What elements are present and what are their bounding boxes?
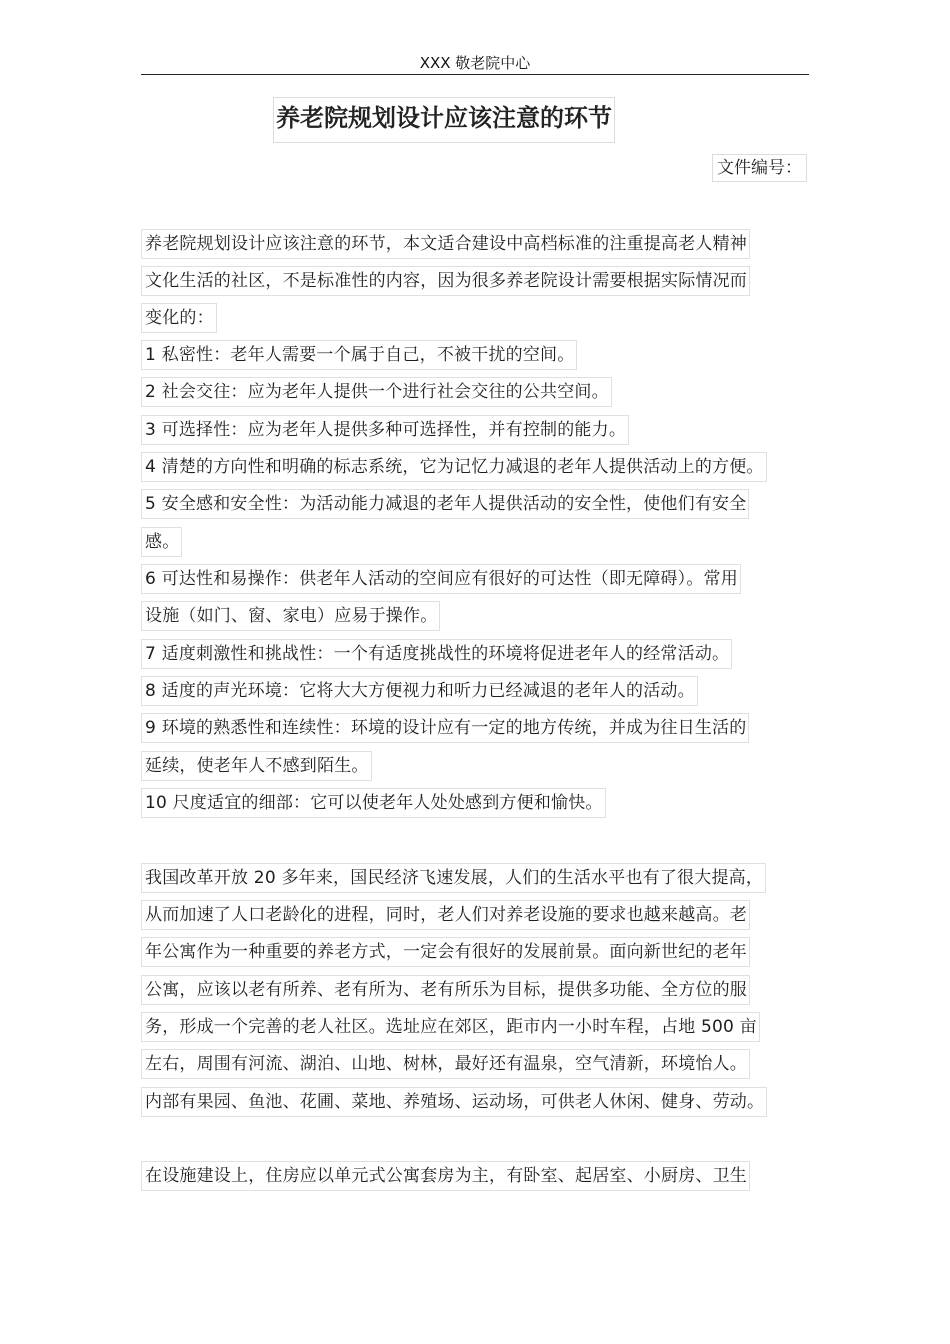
body-line: 在设施建设上，住房应以单元式公寓套房为主，有卧室、起居室、小厨房、卫生 [141,1161,750,1191]
text-line: 变化的： [141,303,217,333]
principle-line: 感。 [141,527,182,557]
page-header: XXX 敬老院中心 [419,54,531,72]
text-line: 文化生活的社区，不是标准性的内容，因为很多养老院设计需要根据实际情况而 [141,266,750,296]
file-number-label: 文件编号： [712,154,807,182]
body-line: 内部有果园、鱼池、花圃、菜地、养殖场、运动场，可供老人休闲、健身、劳动。 [141,1087,767,1117]
body-line: 年公寓作为一种重要的养老方式，一定会有很好的发展前景。面向新世纪的老年 [141,937,750,967]
body-line: 左右，周围有河流、湖泊、山地、树林，最好还有温泉，空气清新，环境怡人。 [141,1049,750,1079]
principle-line: 9 环境的熟悉性和连续性：环境的设计应有一定的地方传统，并成为往日生活的 [141,713,749,743]
document-title: 养老院规划设计应该注意的环节 [273,97,615,143]
body-line: 务，形成一个完善的老人社区。选址应在郊区，距市内一小时车程，占地 500 亩 [141,1012,760,1042]
principle-line: 7 适度刺激性和挑战性：一个有适度挑战性的环境将促进老年人的经常活动。 [141,639,732,669]
principle-line: 10 尺度适宜的细部：它可以使老年人处处感到方便和愉快。 [141,788,606,818]
header-divider [141,74,809,75]
body-line: 公寓，应该以老有所养、老有所为、老有所乐为目标，提供多功能、全方位的服 [141,975,750,1005]
body-line: 我国改革开放 20 多年来，国民经济飞速发展，人们的生活水平也有了很大提高， [141,863,766,893]
principle-line: 1 私密性：老年人需要一个属于自己，不被干扰的空间。 [141,340,577,370]
principle-line: 5 安全感和安全性：为活动能力减退的老年人提供活动的安全性，使他们有安全 [141,489,749,519]
text-line: 养老院规划设计应该注意的环节，本文适合建设中高档标准的注重提高老人精神 [141,229,750,259]
principle-line: 设施（如门、窗、家电）应易于操作。 [141,601,440,631]
principle-line: 8 适度的声光环境：它将大大方便视力和听力已经减退的老年人的活动。 [141,676,698,706]
body-line: 从而加速了人口老龄化的进程，同时，老人们对养老设施的要求也越来越高。老 [141,900,750,930]
principle-line: 6 可达性和易操作：供老年人活动的空间应有很好的可达性（即无障碍）。常用 [141,564,741,594]
principle-line: 3 可选择性：应为老年人提供多种可选择性，并有控制的能力。 [141,415,629,445]
principle-line: 延续，使老年人不感到陌生。 [141,751,372,781]
principle-line: 2 社会交往：应为老年人提供一个进行社会交往的公共空间。 [141,377,612,407]
principle-line: 4 清楚的方向性和明确的标志系统，它为记忆力减退的老年人提供活动上的方便。 [141,452,767,482]
